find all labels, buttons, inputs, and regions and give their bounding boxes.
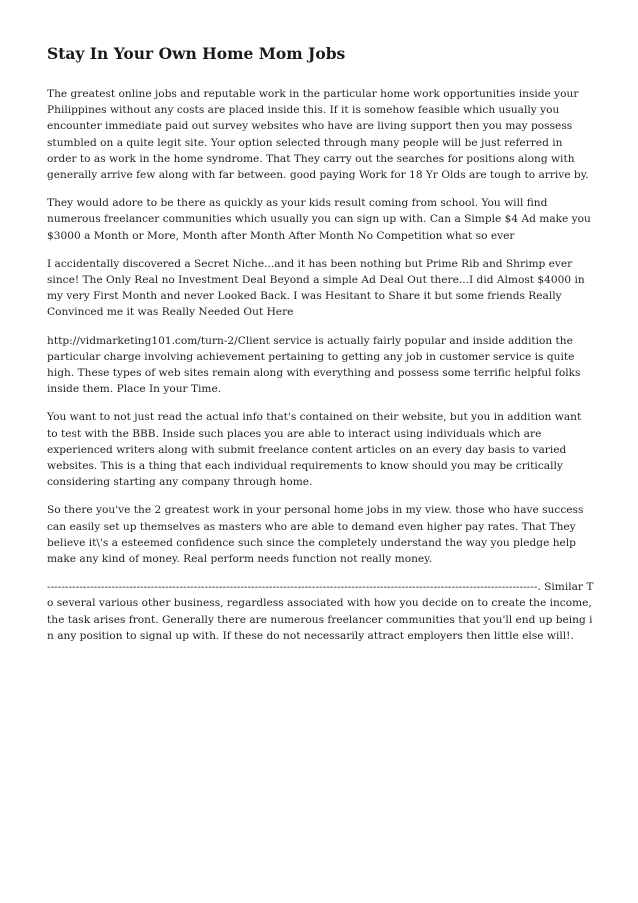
paragraph-2: They would adore to be there as quickly as your kids result coming from school. You will find numerous freelancer communities which usually you can sign up with. Can a Simple $4 Ad make you $3000 a Month or More, Month after Month After Month No Competition what so ever bbox=[47, 197, 591, 242]
paragraph-1: The greatest online jobs and reputable work in the particular home work opportunities inside your Philippines without any costs are placed inside this. If it is somehow feasible which usually you encounter immediate paid out survey websites who have are living support then you may possess stumbled on a quite legit site. Your option selected through many people will be just referred in order to as work in the home syndrome. That They carry out the searches for positions along with generally arrive few along with far between. good paying Work for 18 Yr Olds are tough to arrive by. bbox=[47, 88, 589, 182]
paragraph-3: I accidentally discovered a Secret Niche...and it has been nothing but Prime Rib and Shrimp ever since! The Only Real no Investment Deal Beyond a simple Ad Deal Out there...I did Almost $4000 in my very First Month and never Looked Back. I was Hesitant to Share it but some friends Really Convinced me it was Really Needed Out Here bbox=[47, 257, 585, 319]
paragraph-7: -----------------------------------------------------------------------------------------------------------------------------------------. Similar To several various other business, regardless associated with how you decide on to create the income, the task arises front. Generally there are numerous freelancer communities that you'll end up being in any position to signal up with. If these do not necessarily attract employers then little else will!. bbox=[47, 581, 594, 642]
page-title: Stay In Your Own Home Mom Jobs bbox=[47, 44, 346, 63]
paragraph-6: So there you've the 2 greatest work in your personal home jobs in my view. those who have success can easily set up themselves as masters who are able to demand even higher pay rates. That They believe it\'s a esteemed confidence such since the completely understand the way you pledge help make any kind of money. Real perform needs function not really money. bbox=[47, 504, 584, 566]
paragraph-5: You want to not just read the actual info that's contained on their website, but you in addition want to test with the BBB. Inside such places you are able to interact using individuals which are experienced writers along with submit freelance content articles on an every day basis to varied websites. This is a thing that each individual requirements to know should you may be critically considering starting any company through home. bbox=[47, 411, 582, 489]
document-page bbox=[47, 44, 595, 656]
paragraph-4: http://vidmarketing101.com/turn-2/Client service is actually fairly popular and inside addition the particular charge involving achievement pertaining to getting any job in customer service is quite high. These types of web sites remain along with everything and possess some terrific helpful folks inside them. Place In your Time. bbox=[47, 334, 581, 396]
